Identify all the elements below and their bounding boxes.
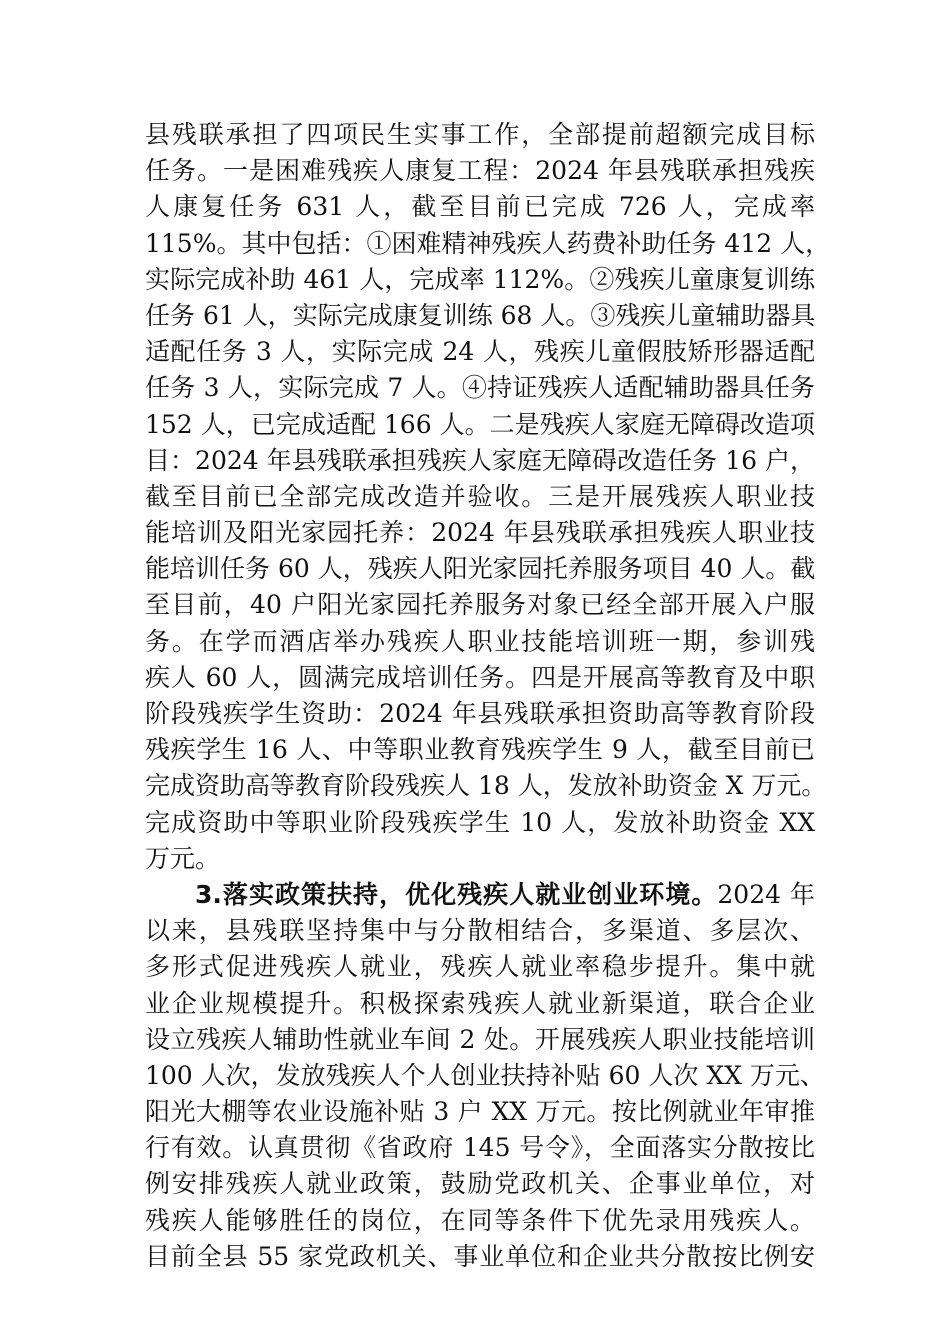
text-line: 任务 61 人，实际完成康复训练 68 人。③残疾儿童辅助器具 <box>145 300 816 330</box>
text-line: 任务。一是困难残疾人康复工程：2024 年县残联承担残疾 <box>145 156 815 186</box>
text-line: 完成资助高等教育阶段残疾人 18 人，发放补助资金 X 万元。 <box>145 771 827 801</box>
section-heading-line <box>145 877 815 913</box>
text-line: 任务 3 人，实际完成 7 人。④持证残疾人适配辅助器具任务 <box>145 373 815 403</box>
text-line: 能培训任务 60 人，残疾人阳光家园托养服务项目 40 人。截 <box>145 554 816 584</box>
text-line: 残疾学生 16 人、中等职业教育残疾学生 9 人，截至目前已 <box>145 735 815 765</box>
text-line: 疾人 60 人，圆满完成培训任务。四是开展高等教育及中职 <box>145 662 815 692</box>
text-line: 万元。 <box>145 843 221 873</box>
text-line: 实际完成补助 461 人，完成率 112%。②残疾儿童康复训练 <box>145 264 815 294</box>
text-line: 阶段残疾学生资助：2024 年县残联承担资助高等教育阶段 <box>145 699 815 728</box>
text-line: 115%。其中包括：①困难精神残疾人药费补助任务 412 人， <box>145 228 831 258</box>
text-line: 多形式促进残疾人就业，残疾人就业率稳步提升。集中就 <box>145 952 815 982</box>
text-line: 例安排残疾人就业政策，鼓励党政机关、企事业单位，对 <box>145 1169 815 1199</box>
document-body <box>145 117 831 1275</box>
text-line: 阳光大棚等农业设施补贴 3 户 XX 万元。按比例就业年审推 <box>145 1097 815 1127</box>
paragraph-employment-policy <box>145 877 825 1275</box>
text-line: 人康复任务 631 人，截至目前已完成 726 人，完成率 <box>145 192 815 222</box>
text-line: 残疾人能够胜任的岗位，在同等条件下优先录用残疾人。 <box>145 1205 815 1235</box>
text-line: 业企业规模提升。积极探索残疾人就业新渠道，联合企业 <box>145 988 815 1018</box>
text-line: 完成资助中等职业阶段残疾学生 10 人，发放补助资金 XX <box>145 807 815 837</box>
text-line: 100 人次，发放残疾人个人创业扶持补贴 60 人次 XX 万元、 <box>145 1060 825 1090</box>
text-line: 适配任务 3 人，实际完成 24 人，残疾儿童假肢矫形器适配 <box>145 337 815 367</box>
text-line-rest: 2024 年 <box>717 879 815 909</box>
text-line: 至目前，40 户阳光家园托养服务对象已经全部开展入户服 <box>145 590 815 620</box>
text-line: 152 人，已完成适配 166 人。二是残疾人家庭无障碍改造项 <box>145 409 815 439</box>
section-heading: 3.落实政策扶持，优化残疾人就业创业环境。 <box>195 879 718 909</box>
text-line: 目前全县 55 家党政机关、事业单位和企业共分散按比例安 <box>145 1241 815 1271</box>
text-line: 务。在学而酒店举办残疾人职业技能培训班一期，参训残 <box>145 626 815 656</box>
text-line: 设立残疾人辅助性就业车间 2 处。开展残疾人职业技能培训 <box>145 1024 815 1054</box>
paragraph-livelihood-projects <box>145 117 831 877</box>
text-line: 以来，县残联坚持集中与分散相结合，多渠道、多层次、 <box>145 916 815 946</box>
text-line: 行有效。认真贯彻《省政府 145 号令》，全面落实分散按比 <box>145 1133 815 1163</box>
text-line: 县残联承担了四项民生实事工作，全部提前超额完成目标 <box>145 120 815 149</box>
text-line: 截至目前已全部完成改造并验收。三是开展残疾人职业技 <box>145 481 815 511</box>
text-line: 能培训及阳光家园托养：2024 年县残联承担残疾人职业技 <box>145 518 815 548</box>
text-line: 目：2024 年县残联承担残疾人家庭无障碍改造任务 16 户， <box>145 445 815 475</box>
